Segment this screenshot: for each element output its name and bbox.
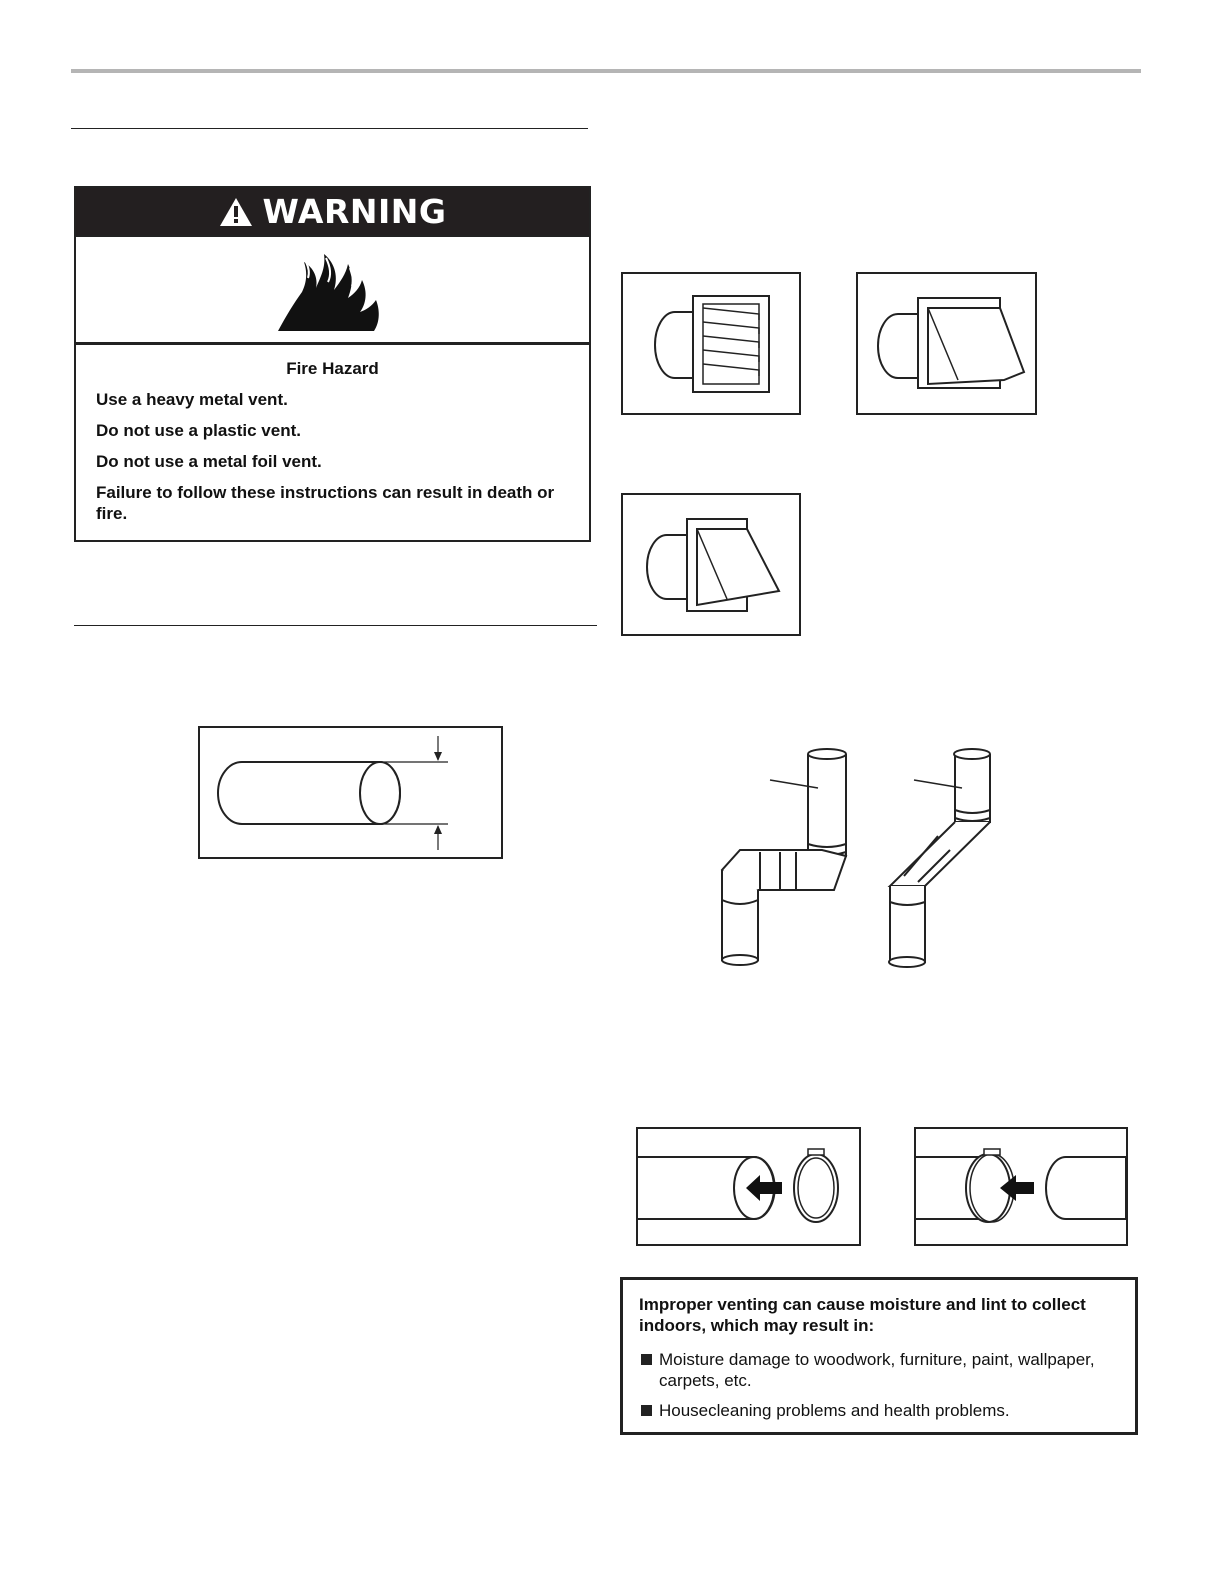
warning-line: Failure to follow these instructions can result in death or fire. bbox=[96, 483, 555, 523]
warning-body bbox=[96, 358, 569, 534]
square-bullet-icon bbox=[641, 1354, 652, 1365]
list-item-text: Moisture damage to woodwork, furniture, paint, wallpaper, carpets, etc. bbox=[659, 1350, 1095, 1390]
warning-line: Do not use a plastic vent. bbox=[96, 421, 301, 440]
section-rule-1 bbox=[71, 128, 588, 129]
warning-symbol-panel bbox=[76, 235, 589, 345]
alert-triangle-icon bbox=[219, 197, 253, 227]
warning-title: Fire Hazard bbox=[286, 359, 379, 378]
list-item-text: Housecleaning problems and health problems. bbox=[659, 1401, 1010, 1420]
warning-label: WARNING bbox=[262, 192, 447, 231]
list-item bbox=[639, 1349, 1119, 1391]
warning-line: Do not use a metal foil vent. bbox=[96, 452, 322, 471]
louvered-hood-figure bbox=[621, 272, 801, 415]
improper-venting-notice bbox=[620, 1277, 1138, 1435]
warning-header bbox=[76, 188, 589, 235]
section-rule-2 bbox=[74, 625, 597, 626]
clamp-step-2-figure bbox=[914, 1127, 1128, 1246]
fire-hazard-warning bbox=[74, 186, 591, 542]
page-top-rule bbox=[71, 69, 1141, 73]
box-hood-figure bbox=[856, 272, 1037, 415]
list-item bbox=[639, 1400, 1119, 1421]
notice-heading: Improper venting can cause moisture and lint to collect indoors, which may result in: bbox=[639, 1295, 1086, 1335]
square-bullet-icon bbox=[641, 1405, 652, 1416]
warning-line: Use a heavy metal vent. bbox=[96, 390, 288, 409]
clamp-step-1-figure bbox=[636, 1127, 861, 1246]
angled-hood-figure bbox=[621, 493, 801, 636]
vent-diameter-figure bbox=[198, 726, 503, 859]
elbow-offset-figure bbox=[700, 740, 1030, 975]
flame-icon bbox=[276, 248, 391, 333]
